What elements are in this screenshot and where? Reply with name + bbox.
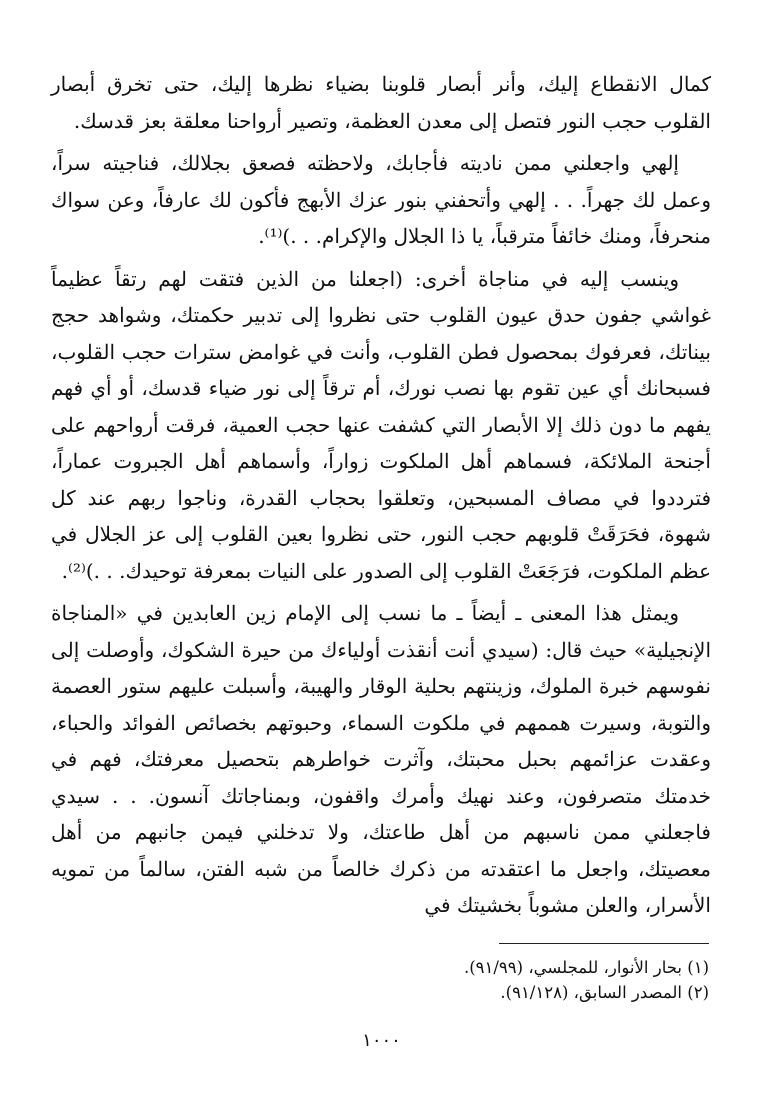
paragraph-1: كمال الانقطاع إليك، وأنر أبصار قلوبنا بضياء نظرها إليك، حتى تخرق أبصار القلوب حجب النور فتصل إلى معدن العظمة، وتصير أرواحنا معلقة بعز قدسك. [51,72,711,133]
paragraph-3: وينسب إليه في مناجاة أخرى: (اجعلنا من الذين فتقت لهم رتقاً عظيماً غواشي جفون حدق عيون القلوب حتى نظروا إلى تدبير حكمتك، وشواهد حجج بيناتك، فعرفوك بمحصول فطن القلوب، وأنت في غوامض سترات حجب القلوب، فسبحانك أي عين تقوم بها نصب نورك، أم ترقاً إلى نور ضياء قدسك، أو أي فهم يفهم ما دون ذلك إلا الأبصار التي كشفت عنها حجب العمية، فرقت أرواحهم على أجنحة الملائكة، فسماهم أهل الملكوت زواراً، وأسماهم أهل الجبروت عماراً، فترددوا في مصاف المسبحين، وتعلقوا بحجاب القدرة، وناجوا ربهم عند كل شهوة، فحَرَقَتْ قلوبهم حجب النور، حتى نظروا بعين القلوب إلى عز الجلال في عظم الملكوت، فرَجَعَتْ القلوب إلى الصدور على النيات بمعرفة توحيدك. . .)⁽²⁾. [51,266,711,583]
footnote-1: (١) بحار الأنوار، للمجلسي، (٩١/٩٩). [463,958,709,977]
footnote-2: (٢) المصدر السابق، (٩١/١٢٨). [500,983,709,1002]
page-body [51,66,711,930]
page-number: ١٠٠٠ [362,1030,401,1051]
footnotes [69,955,709,1005]
paragraph-4: ويمثل هذا المعنى ـ أيضاً ـ ما نسب إلى الإمام زين العابدين في «المناجاة الإنجيلية» حيث قال: (سيدي أنت أنقذت أولياءك من حيرة الشكوك، وأوصلت إلى نفوسهم خبرة الملوك، وزينتهم بحلية الوقار والهيبة، وأسبلت عليهم ستور العصمة والتوبة، وسيرت هممهم في ملكوت السماء، وحبوتهم بخصائص الفوائد والحباء، وعقدت عزائمهم بحبل محبتك، وآثرت خواطرهم بتحصيل معرفتك، فهم في خدمتك متصرفون، وعند نهيك وأمرك واقفون، وبمناجاتك آنسون. . . سيدي فاجعلني ممن ناسبهم من أهل طاعتك، ولا تدخلني فيمن جانبهم من أهل معصيتك، واجعل ما اعتقدته من ذكرك خالصاً من شبه الفتن، سالماً من تمويه الأسرار، والعلن مشوباً بخشيتك في [51,601,711,917]
footnote-divider [499,943,709,944]
paragraph-2: إلهي واجعلني ممن ناديته فأجابك، ولاحظته فصعق بجلالك، فناجيته سراً، وعمل لك جهراً. . . إلهي وأتحفني بنور عزك الأبهج فأكون لك عارفاً، وعن سواك منحرفاً، ومنك خائفاً مترقباً، يا ذا الجلال والإكرام. . .)⁽¹⁾. [51,151,711,248]
